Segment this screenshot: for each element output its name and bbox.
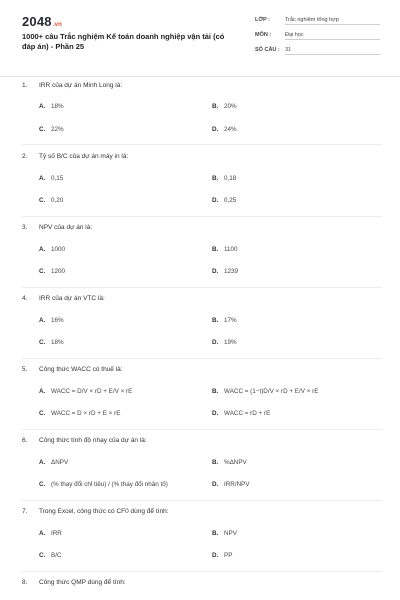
option-a[interactable]: A. 16% [39,317,64,324]
option-a[interactable]: A. ΔNPV [39,459,69,466]
option-c[interactable]: C. 0,20 [39,197,64,204]
option-a[interactable]: A. 0,15 [39,175,64,182]
option-d[interactable]: D. 0,25 [212,197,237,204]
meta-class [255,17,380,23]
page-title: 1000+ câu Trắc nghiệm Kế toán doanh nghiệp vận tải (có đáp án) - Phần 25 [22,32,225,51]
question-7 [22,508,382,578]
option-c[interactable]: C. (% thay đổi chỉ tiêu) / (% thay đổi nhân tố) [39,481,168,488]
meta-class-label: LỚP : [255,17,270,23]
option-c[interactable]: C. 1200 [39,268,66,275]
page-header [0,0,400,72]
option-c[interactable]: C. 18% [39,339,64,346]
header-divider [0,76,400,77]
option-d[interactable]: D. PP [212,552,233,559]
question-text: 2. Tỷ số B/C của dự án máy in là: [22,153,129,160]
meta-class-value: Trắc nghiệm tổng hợp [285,17,339,23]
option-d[interactable]: D. IRR/NPV [212,481,250,488]
question-text: 1. IRR của dự án Minh Long là: [22,82,123,89]
option-d[interactable]: D. 24% [212,126,237,133]
option-b[interactable]: B. 20% [212,103,237,110]
question-1 [22,82,382,152]
question-divider [22,144,382,145]
meta-count-value: 31 [285,47,292,53]
option-b[interactable]: B. 0,18 [212,175,237,182]
question-divider [22,500,382,501]
question-text: 3. NPV của dự án là: [22,224,93,231]
option-c[interactable]: C. WACC = D × rD + E × rE [39,410,121,417]
option-b[interactable]: B. NPV [212,530,237,537]
question-2 [22,153,382,223]
question-5 [22,366,382,436]
question-divider [22,358,382,359]
meta-count-label: SỐ CÂU : [255,47,280,53]
question-text: 5. Công thức WACC có thuế là: [22,366,123,373]
option-b[interactable]: B. 1100 [212,246,238,253]
logo-main: 2048 [22,14,52,29]
question-4 [22,295,382,365]
option-a[interactable]: A. 18% [39,103,64,110]
question-divider [22,571,382,572]
logo-suffix: .vn [52,22,63,28]
meta-subject [255,32,380,38]
option-c[interactable]: C. 22% [39,126,64,133]
meta-subject-label: MÔN : [255,32,272,38]
question-3 [22,224,382,294]
question-text: 6. Công thức tính độ nhạy của dự án là: [22,437,147,444]
question-text: 8. Công thức QMP dùng để tính: [22,579,126,586]
question-divider [22,429,382,430]
question-divider [22,216,382,217]
option-d[interactable]: D. WACC = rD + rE [212,410,271,417]
option-d[interactable]: D. 19% [212,339,237,346]
question-8 [22,579,382,597]
option-b[interactable]: B. WACC = (1−t)D/V × rD + E/V × rE [212,388,319,395]
question-6 [22,437,382,507]
meta-subject-value: Đại học [285,32,304,38]
option-b[interactable]: B. %ΔNPV [212,459,247,466]
meta-count [255,47,380,53]
option-a[interactable]: A. WACC = D/V × rD + E/V × rE [39,388,133,395]
option-c[interactable]: C. B/C [39,552,62,559]
option-a[interactable]: A. 1000 [39,246,66,253]
site-logo[interactable] [22,14,62,29]
question-text: 4. IRR của dự án VTC là: [22,295,105,302]
question-divider [22,287,382,288]
question-text: 7. Trong Excel, công thức có CF0 dùng để tính: [22,508,169,515]
option-b[interactable]: B. 17% [212,317,237,324]
option-a[interactable]: A. IRR [39,530,62,537]
option-d[interactable]: D. 1239 [212,268,239,275]
